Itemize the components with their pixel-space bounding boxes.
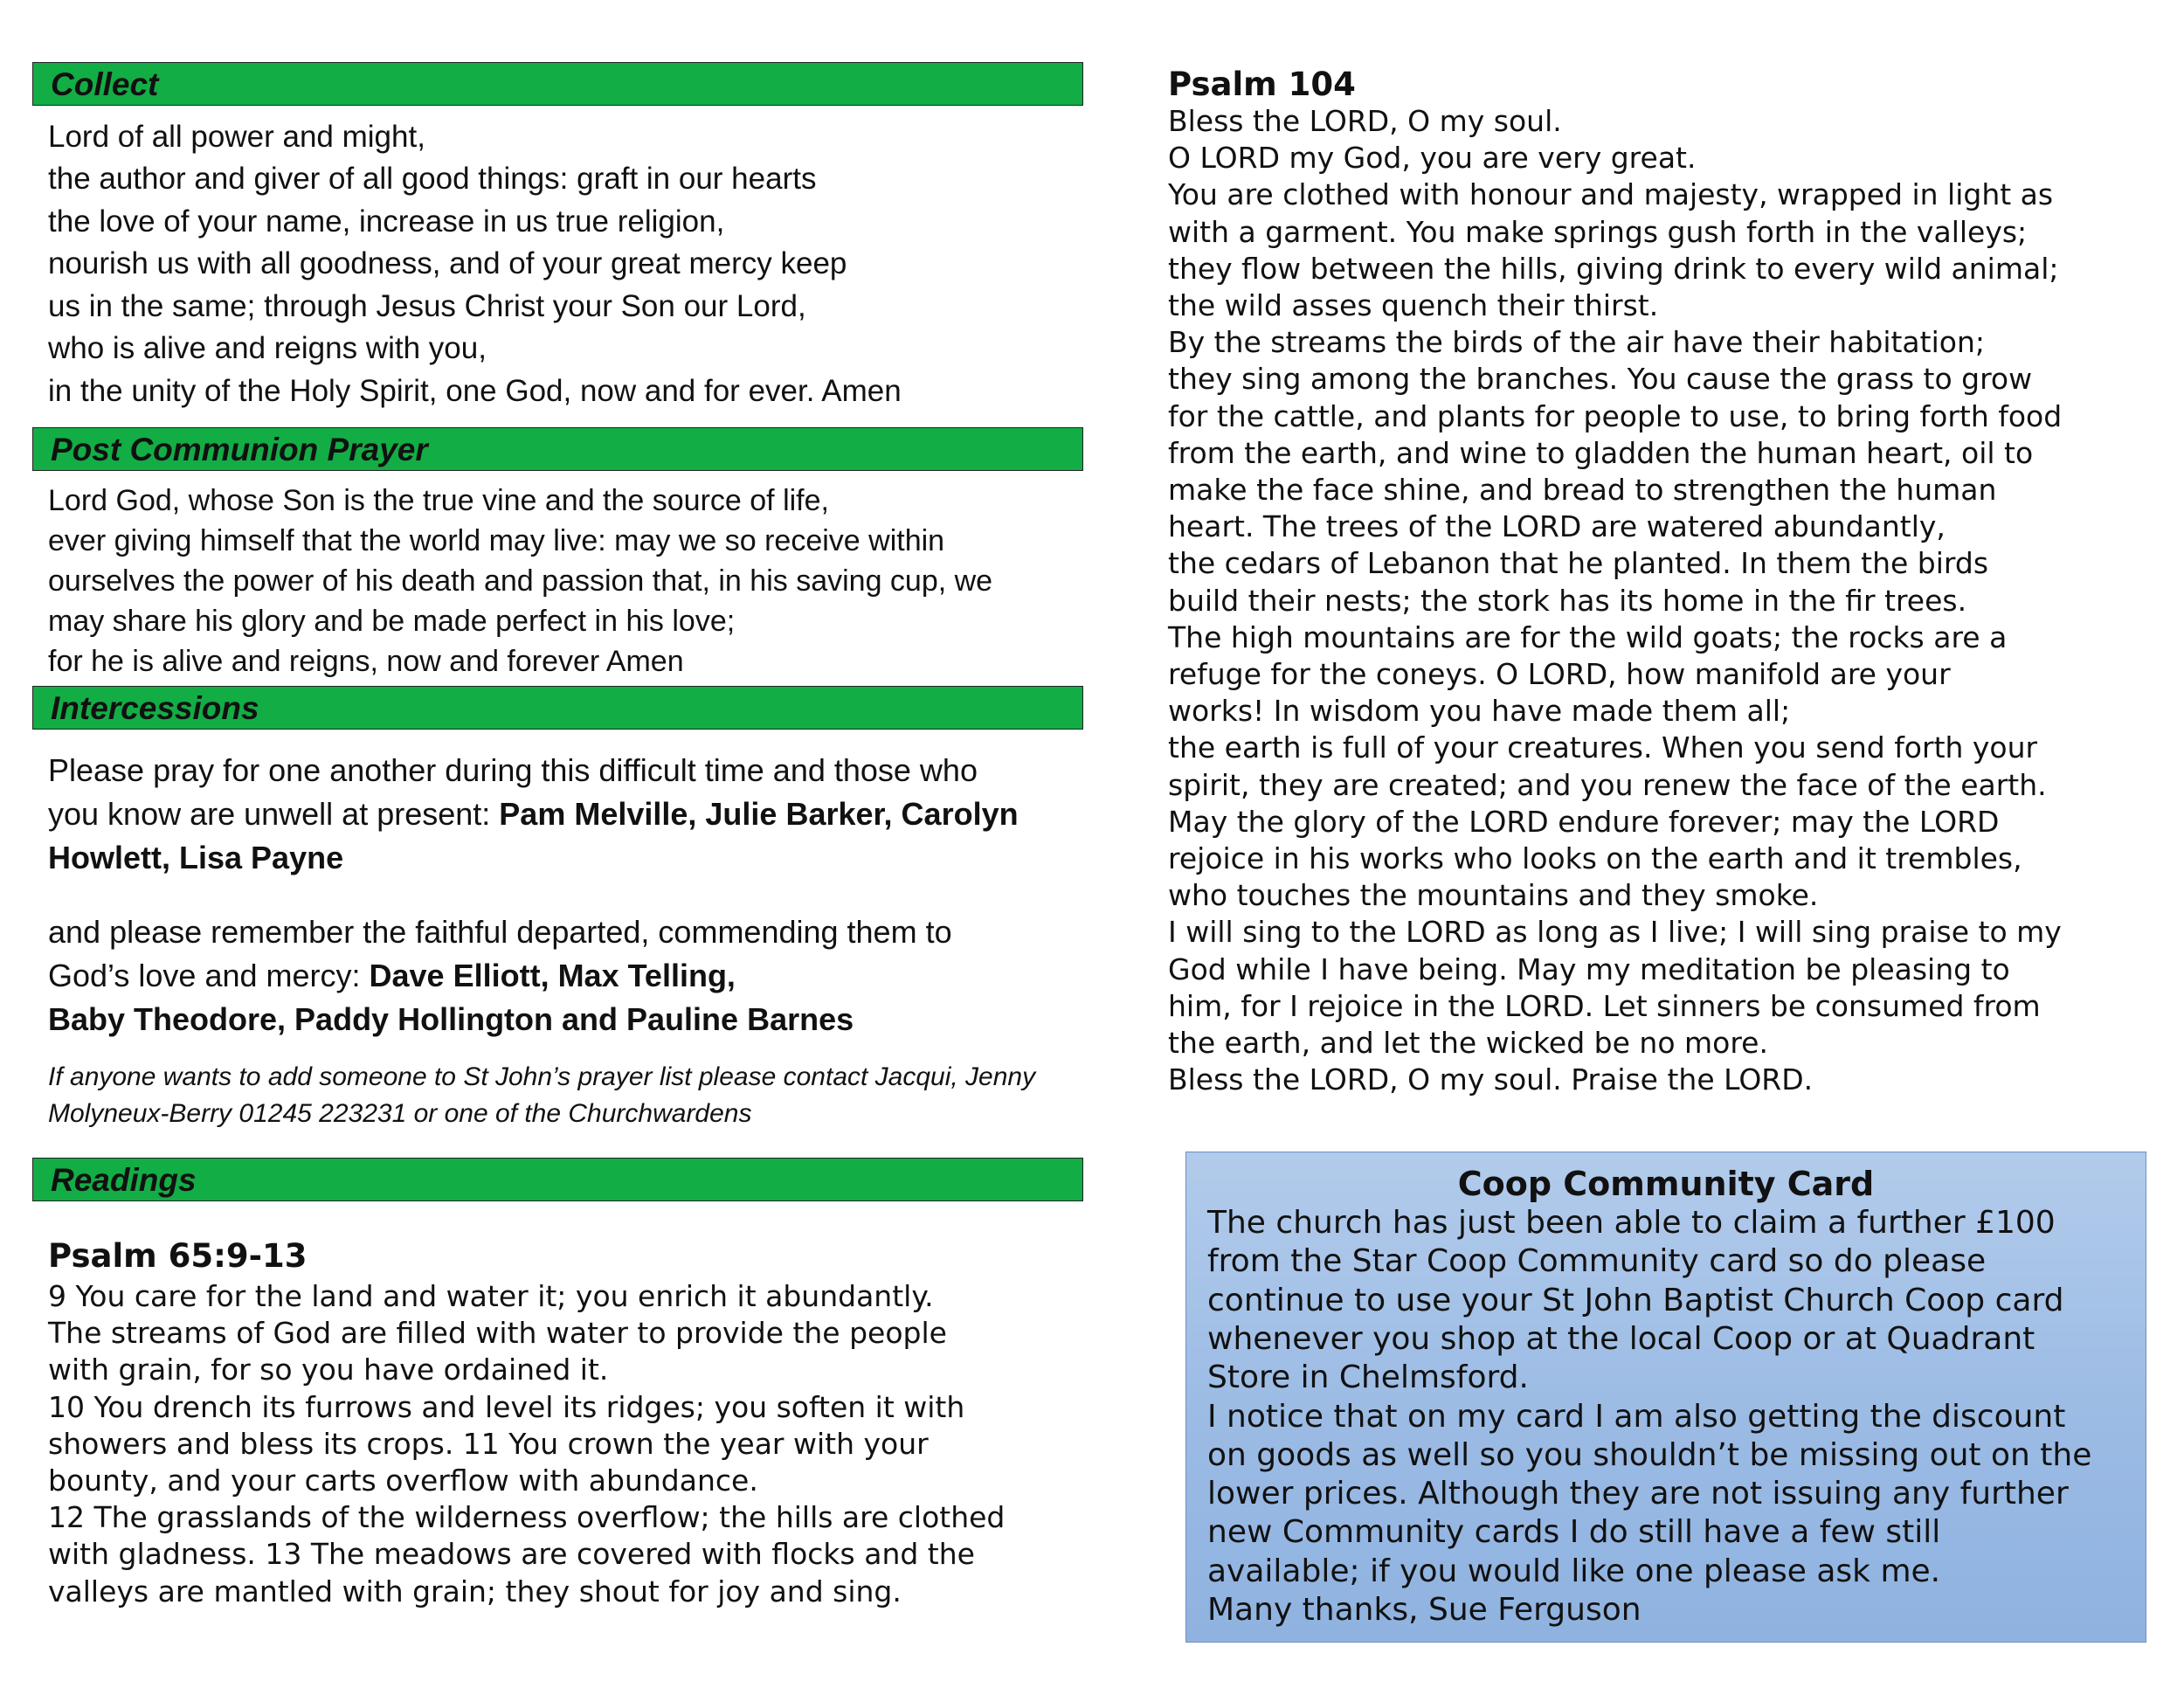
coop-card-line: I notice that on my card I am also getting the discount (1207, 1398, 2066, 1435)
coop-card-line: The church has just been able to claim a further £100 (1207, 1205, 2056, 1241)
coop-card-line: lower prices. Although they are not issuing any further (1207, 1476, 2069, 1512)
psalm-104-line: build their nests; the stork has its home in the fir trees. (1168, 583, 1967, 618)
intercessions-line: Please pray for one another during this difficult time and those who (48, 752, 978, 788)
intercessions-text-span: God’s love and mercy: (48, 958, 370, 993)
psalm-104-line: with a garment. You make springs gush forth in the valleys; (1168, 214, 2028, 249)
coop-card-line: whenever you shop at the local Coop or at Quadrant (1207, 1320, 2035, 1357)
coop-card-line: continue to use your St John Baptist Church Coop card (1207, 1282, 2064, 1318)
psalm-104-line: they sing among the branches. You cause the grass to grow (1168, 362, 2033, 397)
psalm-65-title: Psalm 65:9-13 (48, 1237, 308, 1275)
coop-card-line: available; if you would like one please ask me. (1207, 1553, 1941, 1589)
psalm-65-line: 9 You care for the land and water it; you enrich it abundantly. (48, 1279, 934, 1313)
note-line: If anyone wants to add someone to St John’s prayer list please contact Jacqui, Jenny (48, 1062, 1036, 1091)
collect-line: us in the same; through Jesus Christ your Son our Lord, (48, 289, 806, 323)
psalm-104-line: By the streams the birds of the air have their habitation; (1168, 325, 1985, 360)
psalm-65-line: with grain, for so you have ordained it. (48, 1352, 609, 1387)
psalm-104-line: works! In wisdom you have made them all; (1168, 694, 1791, 729)
psalm-104-line: the earth, and let the wicked be no more. (1168, 1026, 1768, 1060)
psalm-65-line: The streams of God are filled with water to provide the people (48, 1316, 947, 1350)
psalm-104-line: the wild asses quench their thirst. (1168, 288, 1659, 322)
psalm-104-line: who touches the mountains and they smoke. (1168, 878, 1819, 913)
post-communion-line: may share his glory and be made perfect in his love; (48, 605, 736, 638)
post-communion-line: for he is alive and reigns, now and forever Amen (48, 645, 684, 678)
post-communion-line: Lord God, whose Son is the true vine and the source of life, (48, 484, 829, 517)
departed-names: Dave Elliott, Max Telling, (369, 958, 736, 993)
intercessions-line (48, 958, 736, 994)
sick-names: Pam Melville, Julie Barker, Carolyn (499, 796, 1019, 832)
collect-line: who is alive and reigns with you, (48, 331, 487, 365)
departed-names: Baby Theodore, Paddy Hollington and Pauline Barnes (48, 1001, 854, 1037)
psalm-104-line: The high mountains are for the wild goats; the rocks are a (1168, 619, 2008, 654)
post-communion-line: ever giving himself that the world may live: may we so receive within (48, 524, 945, 557)
psalm-104-line: make the face shine, and bread to strengthen the human (1168, 473, 1997, 507)
intercessions-line (48, 796, 1019, 833)
psalm-104-line: spirit, they are created; and you renew the face of the earth. (1168, 767, 2047, 802)
psalm-104-line: O LORD my God, you are very great. (1168, 141, 1697, 176)
note-line: Molyneux-Berry 01245 223231 or one of the Churchwardens (48, 1099, 752, 1128)
psalm-104-line: for the cattle, and plants for people to use, to bring forth food (1168, 398, 2063, 433)
psalm-104-line: refuge for the coneys. O LORD, how manifold are your (1168, 657, 1951, 691)
psalm-104-line: from the earth, and wine to gladden the human heart, oil to (1168, 435, 2034, 470)
coop-card-line: on goods as well so you shouldn’t be missing out on the (1207, 1436, 2092, 1473)
psalm-104-line: rejoice in his works who looks on the earth and it trembles, (1168, 841, 2022, 875)
psalm-104-line: him, for I rejoice in the LORD. Let sinners be consumed from (1168, 988, 2041, 1023)
intercessions-text-span: you know are unwell at present: (48, 796, 500, 832)
collect-line: in the unity of the Holy Spirit, one God, now and for ever. Amen (48, 374, 902, 408)
sick-names: Howlett, Lisa Payne (48, 840, 344, 875)
readings-heading: Readings (32, 1158, 1083, 1201)
psalm-104-line: the cedars of Lebanon that he planted. In them the birds (1168, 546, 1989, 581)
psalm-65-line: bounty, and your carts overflow with abundance. (48, 1463, 758, 1498)
psalm-104-line: the earth is full of your creatures. When you send forth your (1168, 730, 2038, 765)
psalm-104-line: heart. The trees of the LORD are watered abundantly, (1168, 509, 1946, 544)
psalm-104-line: they flow between the hills, giving drink to every wild animal; (1168, 251, 2059, 286)
psalm-65-line: valleys are mantled with grain; they shout for joy and sing. (48, 1574, 902, 1608)
collect-line: Lord of all power and might, (48, 120, 425, 154)
post-communion-heading: Post Communion Prayer (32, 427, 1083, 471)
psalm-65-line: with gladness. 13 The meadows are covered with flocks and the (48, 1537, 975, 1571)
post-communion-line: ourselves the power of his death and passion that, in his saving cup, we (48, 564, 993, 598)
psalm-104-line: You are clothed with honour and majesty, wrapped in light as (1168, 177, 2054, 212)
psalm-104-line: Bless the LORD, O my soul. Praise the LORD. (1168, 1062, 1814, 1097)
psalm-104-title: Psalm 104 (1168, 66, 1356, 103)
psalm-65-line: 12 The grasslands of the wilderness overflow; the hills are clothed (48, 1500, 1006, 1534)
coop-card-line: Store in Chelmsford. (1207, 1359, 1529, 1396)
intercessions-heading: Intercessions (32, 686, 1083, 730)
coop-card-line: new Community cards I do still have a few still (1207, 1514, 1941, 1551)
psalm-104-line: God while I have being. May my meditation be pleasing to (1168, 951, 2010, 986)
collect-line: the author and giver of all good things: graft in our hearts (48, 162, 817, 196)
psalm-104-line: Bless the LORD, O my soul. (1168, 104, 1562, 138)
coop-community-card-box (1185, 1152, 2146, 1643)
collect-heading: Collect (32, 62, 1083, 106)
collect-line: the love of your name, increase in us true religion, (48, 204, 725, 239)
coop-card-title: Coop Community Card (1457, 1165, 1875, 1203)
coop-card-line: from the Star Coop Community card so do please (1207, 1243, 1987, 1280)
psalm-104-line: I will sing to the LORD as long as I live; I will sing praise to my (1168, 915, 2062, 950)
intercessions-line (48, 1001, 854, 1038)
psalm-65-line: showers and bless its crops. 11 You crown the year with your (48, 1427, 929, 1461)
coop-card-line: Many thanks, Sue Ferguson (1207, 1592, 1641, 1628)
intercessions-line: and please remember the faithful departed, commending them to (48, 914, 952, 950)
psalm-104-line: May the glory of the LORD endure forever; may the LORD (1168, 804, 2000, 839)
psalm-65-line: 10 You drench its furrows and level its ridges; you soften it with (48, 1390, 965, 1424)
intercessions-line (48, 840, 343, 876)
collect-line: nourish us with all goodness, and of your great mercy keep (48, 246, 847, 280)
